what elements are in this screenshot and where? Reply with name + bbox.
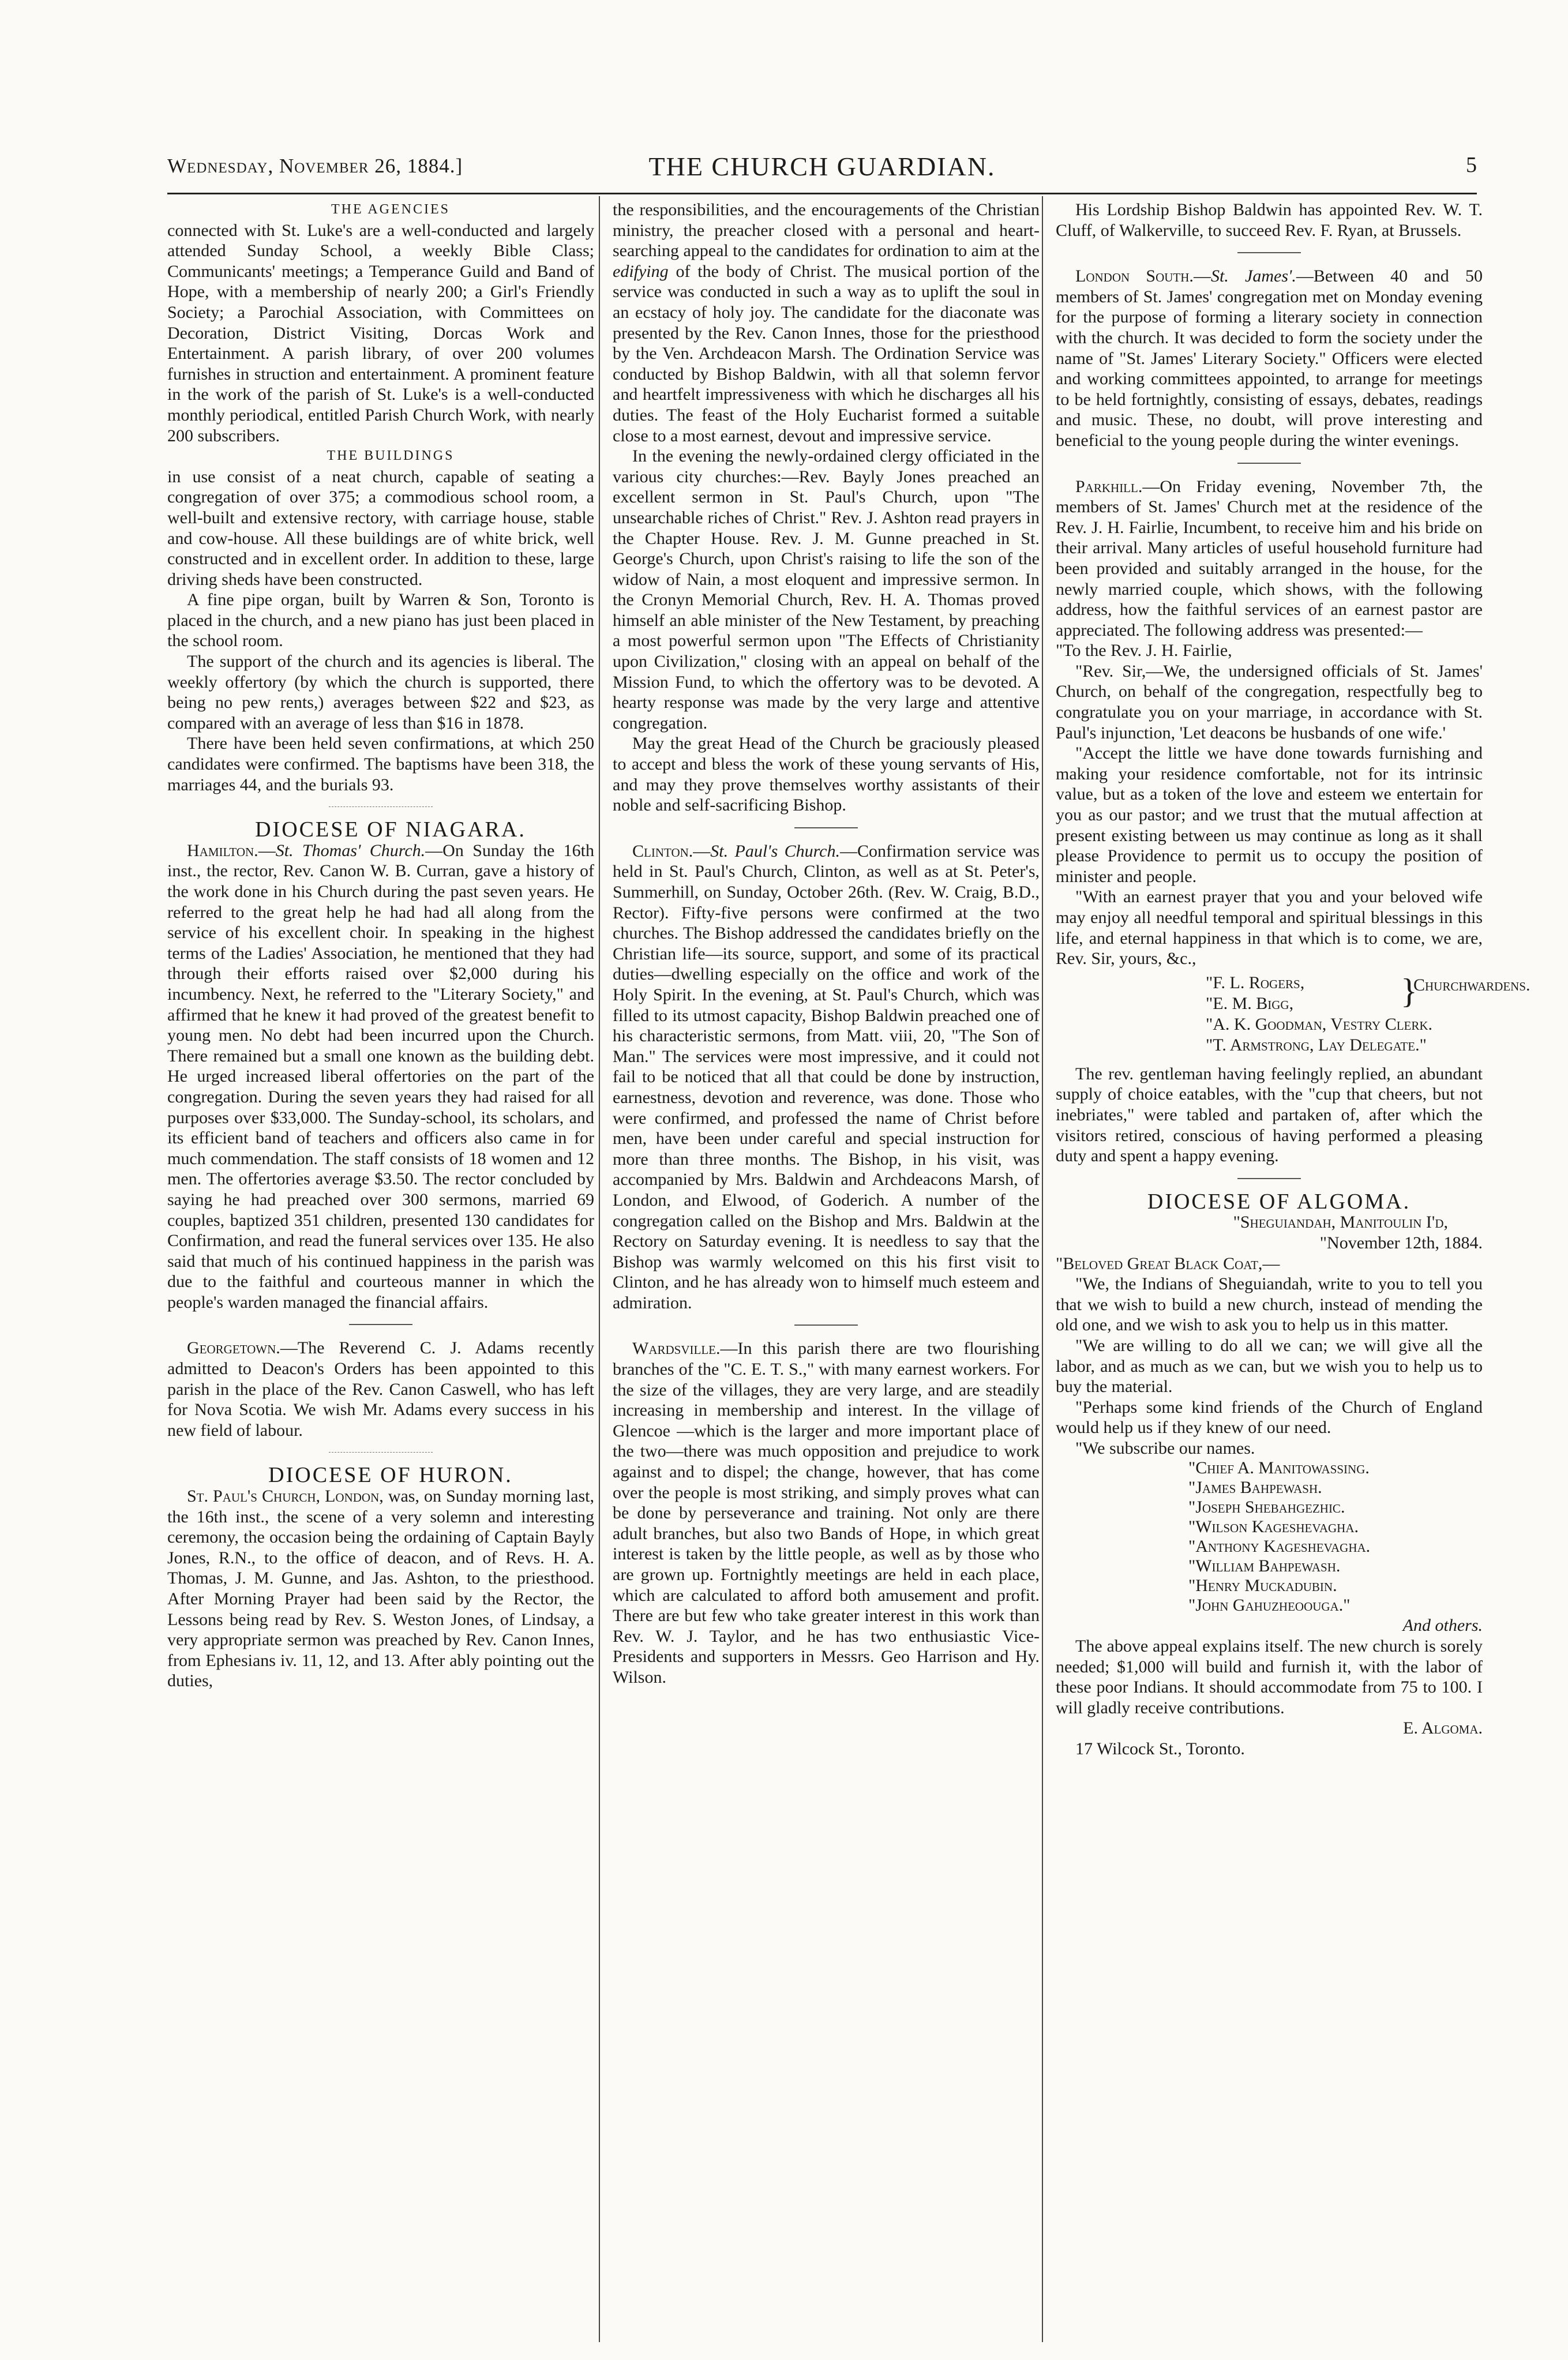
dateline: "November 12th, 1884. xyxy=(1319,1233,1483,1252)
paragraph: connected with St. Luke's are a well-conducted and largely attended Sunday School, a weekly Bible Class; Communicants' meetings; a Temperance Guild and Band of Hope, with a membership of nearly 200; a Girl's Friendly Society; a Parochial Association, with Committees on Decoration, District Visiting, Dorcas Work and Entertainment. A parish library, of over 200 volumes furnishes in struction and entertainment. A prominent feature in the work of the parish of St. Luke's is a well-conducted monthly periodical, entitled Parish Church Work, with nearly 200 subscribers. xyxy=(167,220,594,445)
brace-glyph: } xyxy=(1401,971,1417,1010)
name-line: "Joseph Shebahgezhic. xyxy=(1188,1498,1345,1517)
column-1 xyxy=(167,200,594,1691)
article-wardsville xyxy=(613,1338,1040,1687)
masthead xyxy=(167,152,1477,189)
paragraph: "We are willing to do all we can; we will give all the labor, and as much as we can, but we wish you to help us to buy the material. xyxy=(1056,1335,1483,1397)
paragraph: May the great Head of the Church be graciously pleased to accept and bless the work of these young servants of His, and may they prove themselves worthy assistants of their noble and self-sacrificing Bishop. xyxy=(613,734,1040,815)
masthead-rule xyxy=(167,193,1477,194)
church-name: St. James'. xyxy=(1210,267,1296,286)
address-line: 17 Wilcock St., Toronto. xyxy=(1075,1739,1245,1759)
paragraph: His Lordship Bishop Baldwin has appointed Rev. W. T. Cluff, of Walkerville, to succeed Rev. F. Ryan, at Brussels. xyxy=(1056,200,1483,240)
article-london-south: London South.—St. James'.—Between 40 and 50 members of St. James' congregation met on Monday evening for the purpose of forming a literary society in connection with the church. It was decided to form the society under the name of "St. James' Literary Society." Officers were elected and working committees appointed, to arrange for meetings to be held fortnightly, consisting of essays, debates, readings and music. These, no doubt, will prove interesting and beneficial to the young people during the winter evenings. xyxy=(1056,267,1483,450)
article-body: was, on Sunday morning last, the 16th inst., the scene of a very solemn and interesting ceremony, the occasion being the ordaining of Captain Bayly Jones, R.N., to the office of deacon, and of Revs. H. A. Thomas, J. M. Gunne, and Jas. Ashton, to the priesthood. After Morning Prayer had been said by the Rector, the Lessons being read by Rev. S. Weston Jones, of Lindsay, a very appropriate sermon was preached by Rev. Canon Innes, from Ephesians iv. 11, 12, and 13. After ably pointing out the duties, xyxy=(167,1487,594,1691)
article-body: —The Reverend C. J. Adams recently admitted to Deacon's Orders has been appointed to this parish in the place of the Rev. Canon Caswell, who has left for Nova Scotia. We wish Mr. Adams every success in his new field of labour. xyxy=(167,1338,594,1440)
issue-date: Wednesday, November 26, 1884.] xyxy=(167,155,463,177)
name-line: "John Gahuzheoouga." xyxy=(1188,1596,1351,1615)
separator xyxy=(349,1324,412,1325)
and-others: And others. xyxy=(1402,1616,1483,1635)
name-line: "Henry Muckadubin. xyxy=(1188,1576,1337,1596)
placename: London South. xyxy=(1075,267,1194,286)
paragraph: The support of the church and its agencies is liberal. The weekly offertory (by which the church is supported, there being no pew rents,) averages between $22 and $23, as compared with an average of less than $16 in 1878. xyxy=(167,652,594,733)
dateline: "Sheguiandah, Manitoulin I'd, xyxy=(1233,1213,1448,1232)
salutation: "Beloved Great Black Coat,— xyxy=(1056,1254,1280,1273)
name-line: "Anthony Kageshevagha. xyxy=(1188,1537,1371,1556)
paragraph: "With an earnest prayer that you and your beloved wife may enjoy all needful temporal and spiritual blessings in this life, and eternal happiness in that which is to come, we are, Rev. Sir, yours, &c., xyxy=(1056,887,1483,969)
article-georgetown xyxy=(167,1338,594,1440)
church-name: St. Thomas' Church. xyxy=(275,841,426,860)
name-line: "James Bahpewash. xyxy=(1188,1478,1322,1498)
paragraph: There have been held seven confirmations, at which 250 candidates were confirmed. The baptisms have been 318, the marriages 44, and the burials 93. xyxy=(167,734,594,794)
placename: St. Paul's Church, London, xyxy=(187,1487,384,1506)
paragraph: "Accept the little we have done towards furnishing and making your residence comfortable, not for its intrinsic value, but as a token of the love and esteem we entertain for you as our pastor; and we trust that the mutual affection at present existing between us may continue as long as it shall please Providence to permit us to occupy the position of minister and people. xyxy=(1056,744,1483,886)
placename: Georgetown. xyxy=(187,1338,280,1358)
article-body: —Confirmation service was held in St. Paul's Church, Clinton, as well as at St. Peter's, Summerhill, on Sunday, October 26th. (Rev. W. Craig, B.D., Rector). Fifty-five persons were confirmed at the two churches. The Bishop addressed the candidates briefly on the Christian life—its source, support, and some of its practical duties—dwelling especially on the office and work of the Holy Spirit. In the evening, at St. Paul's Church, which was filled to its utmost capacity, Bishop Baldwin preached one of his characteristic sermons, from Matt. viii, 20, "The Son of Man." The services were most impressive, and it could not fail to be noticed that all that could be done by instruction, earnestness, devotion and reverence, was done. Those who were confirmed, and professed the name of Christ before men, have been under careful and special instruction for more than three months. The Bishop, in his visit, was accompanied by Mrs. Baldwin and Archdeacons Marsh, of London, and Elwood, of Goderich. A number of the congregation called on the Bishop and Mrs. Baldwin at the Rectory on Saturday evening. It is needless to say that the Bishop was warmly welcomed on this his first visit to Clinton, and he has already won to himself much esteem and admiration. xyxy=(613,841,1040,1312)
paragraph: The rev. gentleman having feelingly replied, an abundant supply of choice eatables, with the "cup that cheers, but not inebriates," were tabled and partaken of, after which the visitors retired, conscious of having performed a pleasing duty and spent a happy evening. xyxy=(1056,1064,1483,1166)
article-parkhill xyxy=(1056,476,1483,641)
separator xyxy=(1237,463,1301,464)
signature: "F. L. Rogers, xyxy=(1206,973,1305,992)
name-line: "Chief A. Manitowassing. xyxy=(1188,1458,1370,1478)
article-clinton: Clinton.—St. Paul's Church.—Confirmation service was held in St. Paul's Church, Clinton, as well as at St. Peter's, Summerhill, on Sunday, October 26th. (Rev. W. Craig, B.D., Rector). Fifty-five persons were confirmed at the two churches. The Bishop addressed the candidates briefly on the Christian life—its source, support, and some of its practical duties—dwelling especially on the office and work of the Holy Spirit. In the evening, at St. Paul's Church, which was filled to its utmost capacity, Bishop Baldwin preached one of his characteristic sermons, from Matt. viii, 20, "The Son of Man." The services were most impressive, and it could not fail to be noticed that all that could be done by instruction, earnestness, devotion and reverence, was done. Those who were confirmed, and professed the name of Christ before men, have been under careful and special instruction for more than three months. The Bishop, in his visit, was accompanied by Mrs. Baldwin and Archdeacons Marsh, of London, and Elwood, of Goderich. A number of the congregation called on the Bishop and Mrs. Baldwin at the Rectory on Saturday evening. It is needless to say that the Bishop was warmly welcomed on this his first visit to Clinton, and he has already won to himself much esteem and admiration. xyxy=(613,841,1040,1312)
heading-diocese-niagara: DIOCESE OF NIAGARA. xyxy=(255,817,526,842)
heading-diocese-algoma: DIOCESE OF ALGOMA. xyxy=(1147,1189,1411,1214)
placename: Clinton. xyxy=(632,841,693,861)
column-divider xyxy=(599,196,600,2342)
signoff: E. Algoma. xyxy=(1403,1719,1483,1738)
name-line: "Wilson Kageshevagha. xyxy=(1188,1517,1359,1537)
signature: "A. K. Goodman, Vestry Clerk. xyxy=(1206,1014,1433,1034)
address-recipient: "To the Rev. J. H. Fairlie, xyxy=(1056,641,1232,661)
text: the responsibilities, and the encouragements of the Christian ministry, the preacher closed with a personal and heart-searching appeal to the candidates for ordination to aim at the xyxy=(613,200,1040,261)
column-3 xyxy=(1056,200,1531,1759)
separator xyxy=(1237,252,1301,253)
separator xyxy=(329,1452,433,1453)
paragraph: in use consist of a neat church, capable of seating a congregation of over 375; a commodious school room, a well-built and extensive rectory, with carriage house, stable and cow-house. All these buildings are of white brick, well constructed and in excellent order. In addition to these, large driving sheds have been constructed. xyxy=(167,467,594,589)
paragraph: "We subscribe our names. xyxy=(1075,1438,1255,1458)
placename: Parkhill. xyxy=(1075,476,1143,496)
article-london xyxy=(167,1486,594,1691)
separator xyxy=(794,827,858,828)
subheading-agencies: THE AGENCIES xyxy=(331,202,450,217)
paragraph: A fine pipe organ, built by Warren & Son, Toronto is placed in the church, and a new piano has just been placed in the school room. xyxy=(167,590,594,651)
separator xyxy=(329,806,433,807)
signature: "T. Armstrong, Lay Delegate." xyxy=(1206,1035,1427,1055)
article-body: —In this parish there are two flourishing branches of the "C. E. T. S.," with many earnest workers. For the size of the villages, they are very large, and are steadily increasing in membership and interest. In the village of Glencoe —which is the larger and more important place of the two—there was much opposition and prejudice to work against and to dispel; the change, however, that has come over the people is most striking, and simply proves what can be done by perseverance and training. Not only are there adult branches, but also two Bands of Hope, in which great interest is taken by the little people, as well as by those who are grown up. Fortnightly meetings are held in each place, which are calculated to afford both amusement and profit. There are but few who take greater interest in this work than Rev. W. J. Taylor, and he has two enthusiastic Vice-Presidents and supporters in Messrs. Geo Harrison and Hy. Wilson. xyxy=(613,1339,1040,1687)
signatures xyxy=(1206,971,1531,1059)
page-number: 5 xyxy=(1466,153,1477,177)
name-line: "William Bahpewash. xyxy=(1188,1556,1341,1576)
article-hamilton: Hamilton.—St. Thomas' Church.—On Sunday the 16th inst., the rector, Rev. Canon W. B. Curran, gave a history of the work done in his Church during the past seven years. He referred to the great help he had had all along from the service of his excellent choir. In speaking in the highest terms of the Ladies' Association, he mentioned that they had through their efforts raised over $2,000 during his incumbency. Next, he referred to the "Literary Society," and affirmed that he knew it had proved of the greatest benefit to young men. No debt had been incurred upon the Church. There remained but a small one known as the building debt. He urged increased liberal offertories on the part of the congregation. During the seven years they had raised for all purposes over $33,000. The Sunday-school, its scholars, and its efficient band of teachers and officers also came in for much commendation. The staff consists of 18 women and 12 men. The offertories average $3.50. The rector concluded by saying he had preached over 300 sermons, married 69 couples, baptized 351 children, presented 130 candidates for Confirmation, and read the funeral services over 135. He also said that much of his continued happiness in the parish was due to the faithful and courteous manner in which the people's warden managed the financial affairs. xyxy=(167,841,594,1312)
separator xyxy=(794,1325,858,1326)
signature: "E. M. Bigg, xyxy=(1206,993,1294,1013)
column-divider xyxy=(1042,196,1043,2342)
separator xyxy=(1237,1178,1301,1179)
paragraph: In the evening the newly-ordained clergy officiated in the various city churches:—Rev. Bayly Jones preached an excellent sermon in St. Paul's Church, upon "The unsearchable riches of Christ." Rev. J. Ashton read prayers in the Chapter House. Rev. J. M. Gunne preached in St. George's Church, upon Christ's raising to life the son of the widow of Nain, a most eloquent and impressive sermon. In the Cronyn Memorial Church, Rev. H. A. Thomas proved himself an able minister of the New Testament, by preaching a most powerful sermon upon "The Effects of Christianity upon Civilization," closing with an appeal on behalf of the Mission Fund, to which the offertory was to be devoted. A hearty response was made by the very large and attentive congregation. xyxy=(613,447,1040,733)
subscriber-names xyxy=(1188,1458,1483,1615)
article-body: —On Sunday the 16th inst., the rector, Rev. Canon W. B. Curran, gave a history of the work done in his Church during the past seven years. He referred to the great help he had had all along from the service of his excellent choir. In speaking in the highest terms of the Ladies' Association, he mentioned that they had through their efforts raised over $2,000 during his incumbency. Next, he referred to the "Literary Society," and affirmed that he knew it had proved of the greatest benefit to young men. No debt had been incurred upon the Church. There remained but a small one known as the building debt. He urged increased liberal offertories on the part of the congregation. During the seven years they had raised for all purposes over $33,000. The Sunday-school, its scholars, and its efficient band of teachers and officers also came in for much commendation. The staff consists of 18 women and 12 men. The offertories average $3.50. The rector concluded by saying he had preached over 300 sermons, married 69 couples, baptized 351 children, presented 130 candidates for Confirmation, and read the funeral services over 135. He also said that much of his continued happiness in the parish was due to the faithful and courteous manner in which the people's warden managed the financial affairs. xyxy=(167,841,594,1312)
subheading-buildings: THE BUILDINGS xyxy=(327,448,455,464)
placename: Hamilton. xyxy=(187,841,258,860)
article-body: —Between 40 and 50 members of St. James' congregation met on Monday evening for the purpose of forming a literary society in connection with the church. It was decided to form the society under the name of "St. James' Literary Society." Officers were elected and working committees appointed, to arrange for meetings to be held fortnightly, consisting of essays, debates, readings and music. These, no doubt, will prove interesting and beneficial to the young people during the winter evenings. xyxy=(1056,267,1483,450)
paragraph: "We, the Indians of Sheguiandah, write to you to tell you that we wish to build a new church, instead of mending the old one, and we wish to ask you to help us in this matter. xyxy=(1056,1274,1483,1335)
emphasis: edifying xyxy=(613,261,669,281)
article-body: —On Friday evening, November 7th, the members of St. James' Church met at the residence of the Rev. J. H. Fairlie, Incumbent, to receive him and his bride on their arrival. Many articles of useful household furniture had been provided and suitably arranged in the house, for the newly married couple, which shows, with the following address, how the faithful services of an earnest pastor are appreciated. The following address was presented:— xyxy=(1056,476,1483,640)
paragraph: "Perhaps some kind friends of the Church of England would help us if they knew of our need. xyxy=(1056,1397,1483,1438)
signature-role: Churchwardens. xyxy=(1413,975,1531,995)
column-2 xyxy=(613,200,1040,1688)
text: of the body of Christ. The musical portion of the service was conducted in such a way as to uplift the soul in an ecstacy of holy joy. The candidate for the diaconate was presented by the Rev. Canon Innes, those for the priesthood by the Ven. Archdeacon Marsh. The Ordination Service was conducted by Bishop Baldwin, with all that solemn fervor and heartfelt impressiveness with which he discharges all his duties. The feast of the Holy Eucharist formed a suitable close to a most earnest, devout and impressive service. xyxy=(613,261,1040,445)
heading-diocese-huron: DIOCESE OF HURON. xyxy=(268,1463,513,1488)
paragraph: "Rev. Sir,—We, the undersigned officials of St. James' Church, on behalf of the congregation, respectfully beg to congratulate you on your marriage, in accordance with St. Paul's injunction, 'Let deacons be husbands of one wife.' xyxy=(1056,661,1483,742)
paragraph xyxy=(613,200,1040,446)
placename: Wardsville. xyxy=(632,1339,721,1359)
church-name: St. Paul's Church. xyxy=(710,841,840,861)
paragraph: The above appeal explains itself. The new church is sorely needed; $1,000 will build and furnish it, with the labor of these poor Indians. It should accommodate from 75 to 100. I will gladly receive contributions. xyxy=(1056,1637,1483,1717)
newspaper-title: THE CHURCH GUARDIAN. xyxy=(648,152,996,181)
